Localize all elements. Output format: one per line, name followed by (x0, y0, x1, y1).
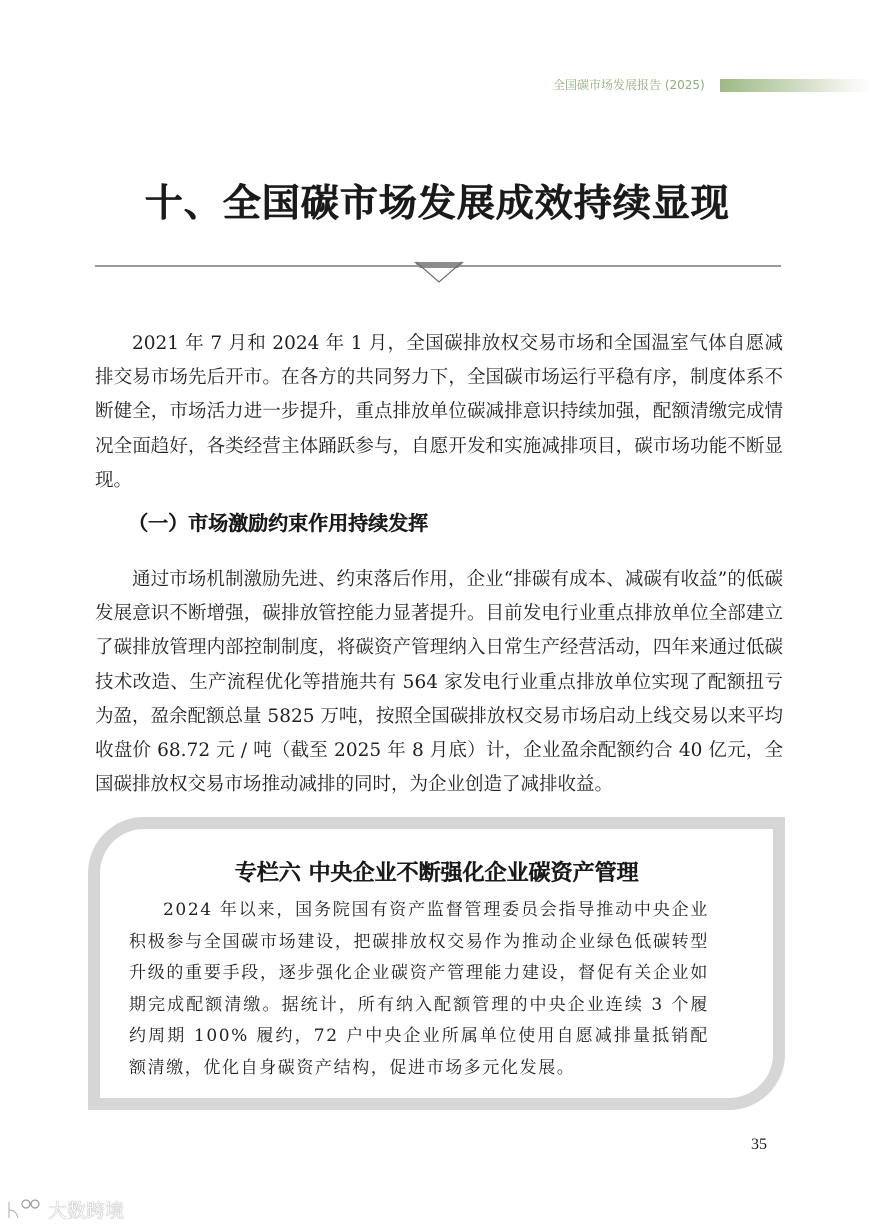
callout-body: 2024 年以来，国务院国有资产监督管理委员会指导推动中央企业积极参与全国碳市场建设，把碳排放权交易作为推动企业绿色低碳转型升级的重要手段，逐步强化企业碳资产管理能力建设，督促有关企业如期完成配额清缴。据统计，所有纳入配额管理的中央企业连续 3 个履约周期 100% 履约，72 户中央企业所属单位使用自愿减排量抵销配额清缴，优化自身碳资产结构，促进市场多元化发展。 (129, 900, 709, 1078)
section-paragraph: 通过市场机制激励先进、约束落后作用，企业“排碳有成本、减碳有收益”的低碳发展意识不断增强，碳排放管控能力显著提升。目前发电行业重点排放单位全部建立了碳排放管理内部控制制度，将碳资产管理纳入日常生产经营活动，四年来通过低碳技术改造、生产流程优化等措施共有 564 家发电行业重点排放单位实现了配额扭亏为盈，盈余配额总量 5825 万吨，按照全国碳排放权交易市场启动上线交易以来平均收盘价 68.72 元 / 吨（截至 2025 年 8 月底）计，企业盈余配额约合 40 亿元，全国碳排放权交易市场推动减排的同时，为企业创造了减排收益。 (95, 569, 783, 796)
callout-box (88, 817, 785, 1110)
running-header-title: 全国碳市场发展报告 (2025) (553, 78, 705, 92)
down-triangle-icon (414, 260, 464, 284)
watermark-logo-icon (6, 1198, 44, 1222)
section-heading: （一）市场激励约束作用持续发挥 (128, 511, 428, 535)
page-number: 35 (751, 1136, 767, 1153)
watermark (6, 1196, 124, 1223)
chapter-title: 十、全国碳市场发展成效持续显现 (144, 180, 730, 225)
watermark-text: 大数跨境 (48, 1200, 125, 1222)
header-gradient-bar (720, 79, 874, 92)
intro-paragraph: 2021 年 7 月和 2024 年 1 月，全国碳排放权交易市场和全国温室气体自愿减排交易市场先后开市。在各方的共同努力下，全国碳市场运行平稳有序，制度体系不断健全，市场活力进一步提升，重点排放单位碳减排意识持续加强，配额清缴完成情况全面趋好，各类经营主体踊跃参与，自愿开发和实施减排项目，碳市场功能不断显现。 (95, 333, 783, 491)
callout-title: 专栏六 中央企业不断强化企业碳资产管理 (234, 860, 639, 886)
